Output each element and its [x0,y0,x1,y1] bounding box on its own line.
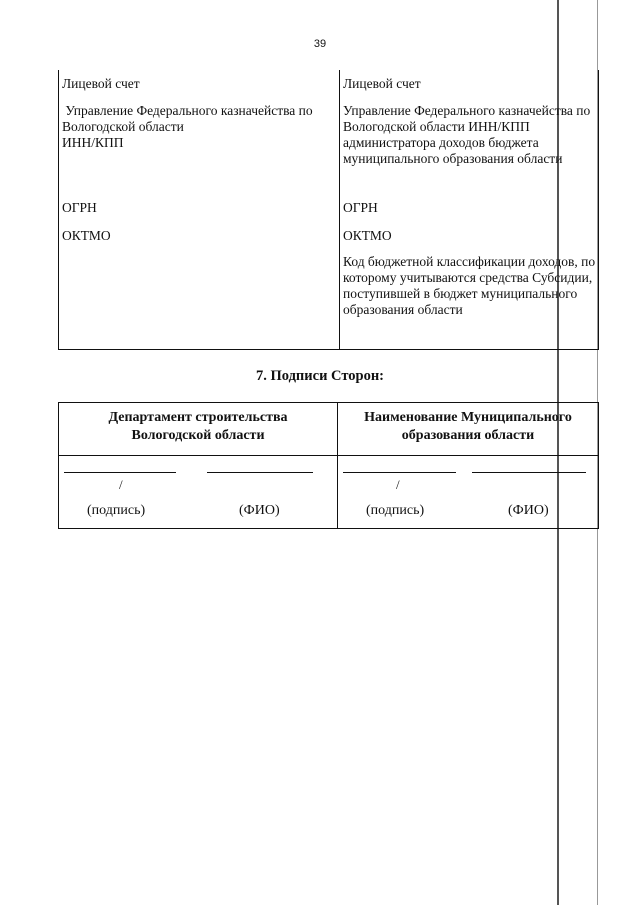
left-oktmo-label: ОКТМО [62,228,111,243]
right-name-line [472,472,586,473]
left-party-header [59,403,338,456]
left-name-caption: (ФИО) [239,503,280,518]
left-name-line [207,472,313,473]
right-account-label: Лицевой счет [343,76,421,91]
signatures-table [58,402,599,529]
right-name-caption: (ФИО) [508,503,549,518]
page-number: 39 [313,38,327,50]
left-empty-cell [59,252,340,350]
right-party-header [338,403,599,456]
right-oktmo-cell [340,224,599,252]
right-account-cell [340,70,599,100]
left-signature-caption: (подпись) [87,503,146,518]
right-ogrn-label: ОГРН [343,200,378,215]
left-signature-block [59,456,338,529]
right-signature-block [338,456,599,529]
right-treasury-cell [340,100,599,196]
budget-code-text: Код бюджетной классификации доходов, по которому учитываются средства Субсидии, поступившей в бюджет муниципального образования области [343,254,596,317]
signatures-heading: 7. Подписи Сторон: [255,368,385,384]
right-signature-line [343,472,456,473]
left-slash: / [119,477,123,492]
left-signature-line [64,472,176,473]
left-account-label: Лицевой счет [62,76,140,91]
left-ogrn-cell [59,196,340,224]
left-inn-label: ИНН/КПП [62,135,124,150]
left-treasury-cell [59,100,340,196]
left-party-name: Департамент строительства Вологодской области [108,410,288,443]
right-treasury-text: Управление Федерального казначейства по Вологодской области ИНН/КПП администратора доходов бюджета муниципального образования области [343,103,591,166]
requisites-table [58,70,599,350]
left-account-cell [59,70,340,100]
left-treasury-text: Управление Федерального казначейства по Вологодской области [62,103,317,134]
right-slash: / [396,477,400,492]
right-oktmo-label: ОКТМО [343,228,392,243]
right-budget-code-cell [340,252,599,350]
right-party-name: Наименование Муниципального образования области [364,410,572,443]
left-oktmo-cell [59,224,340,252]
right-ogrn-cell [340,196,599,224]
right-signature-caption: (подпись) [366,503,425,518]
left-ogrn-label: ОГРН [62,200,97,215]
